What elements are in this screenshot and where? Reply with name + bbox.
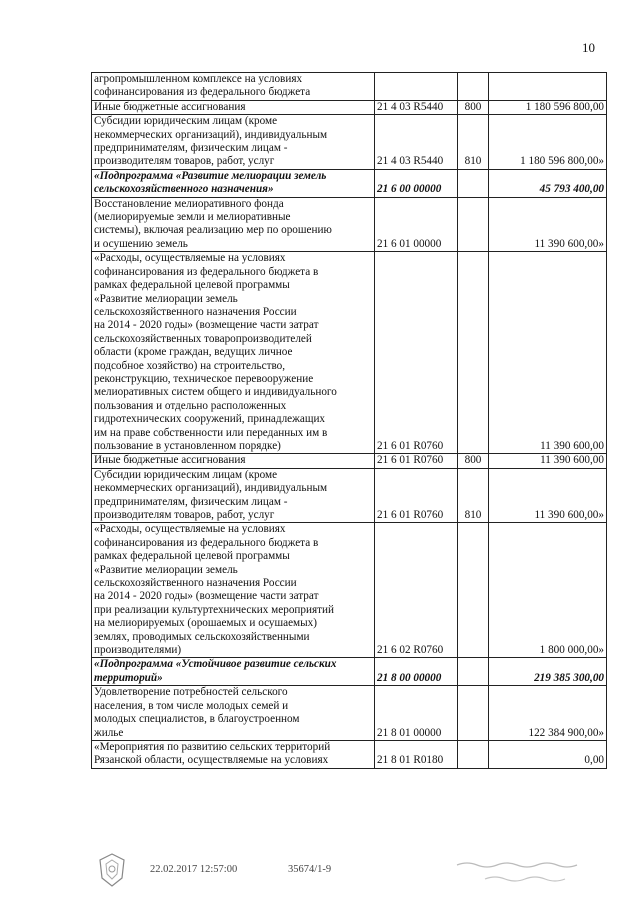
description-line: на мелиорируемых (орошаемых и осушаемых)	[94, 617, 317, 630]
description-line: жилье	[94, 726, 124, 739]
description-line: Рязанской области, осуществляемые на условиях	[94, 754, 329, 767]
description-line: Субсидии юридическим лицам (кроме	[94, 468, 278, 481]
row-code: 21 8 00 00000	[375, 658, 458, 686]
row-description	[92, 197, 375, 252]
description-line: Удовлетворение потребностей сельского	[94, 686, 288, 699]
row-expense-type: 810	[458, 468, 489, 523]
description-line: «Развитие мелиорации земель	[94, 563, 238, 576]
row-expense-type	[458, 686, 489, 741]
row-expense-type	[458, 73, 489, 101]
row-amount: 11 390 600,00»	[489, 468, 607, 523]
row-amount: 122 384 900,00»	[489, 686, 607, 741]
row-amount	[489, 73, 607, 101]
description-line: гидротехнических сооружений, принадлежащих	[94, 413, 326, 426]
row-description	[92, 252, 375, 454]
row-description	[92, 468, 375, 523]
page-number: 10	[582, 40, 595, 55]
row-amount: 45 793 400,00	[489, 169, 607, 197]
faded-stamp-icon	[455, 855, 585, 885]
row-expense-type	[458, 197, 489, 252]
table-row	[92, 523, 607, 658]
description-line: Субсидии юридическим лицам (кроме	[94, 115, 278, 128]
row-expense-type	[458, 169, 489, 197]
row-code	[375, 73, 458, 101]
description-line: реконструкцию, техническое перевооружение	[94, 372, 314, 385]
row-code: 21 4 03 R5440	[375, 115, 458, 170]
description-line: «Расходы, осуществляемые на условиях	[94, 252, 286, 265]
table-row	[92, 468, 607, 523]
description-line: при реализации культуртехнических мероприятий	[94, 603, 334, 616]
table-row	[92, 252, 607, 454]
description-line: сельскохозяйственных товаропроизводителей	[94, 332, 312, 345]
description-line: «Подпрограмма «Устойчивое развитие сельских	[94, 658, 337, 671]
description-line: сельскохозяйственного назначения»	[94, 183, 274, 196]
table-row	[92, 100, 607, 114]
row-amount: 1 180 596 800,00	[489, 100, 607, 114]
description-line: «Развитие мелиорации земель	[94, 292, 238, 305]
row-code: 21 4 03 R5440	[375, 100, 458, 114]
description-line: «Расходы, осуществляемые на условиях	[94, 523, 286, 536]
description-line: производителям товаров, работ, услуг	[94, 509, 275, 521]
table-row	[92, 740, 607, 768]
table-row	[92, 169, 607, 197]
description-line: агропромышленном комплексе на условиях	[94, 73, 303, 85]
row-code: 21 6 01 R0760	[375, 252, 458, 454]
row-code: 21 6 01 R0760	[375, 468, 458, 523]
description-line: софинансирования из федерального бюджета в	[94, 536, 319, 549]
row-amount: 11 390 600,00	[489, 252, 607, 454]
row-description	[92, 523, 375, 658]
row-description	[92, 169, 375, 197]
description-line: на 2014 - 2020 годы» (возмещение части затрат	[94, 590, 319, 603]
description-line: софинансирования из федерального бюджета в	[94, 265, 319, 278]
row-description	[92, 686, 375, 741]
description-line: сельскохозяйственного назначения России	[94, 305, 297, 318]
description-line: землях, проводимых сельскохозяйственными	[94, 630, 310, 643]
description-line: «Мероприятия по развитию сельских территорий	[94, 740, 331, 753]
row-description	[92, 658, 375, 686]
description-line: и осушению земель	[94, 237, 188, 250]
row-code: 21 6 00 00000	[375, 169, 458, 197]
table-row	[92, 686, 607, 741]
row-amount: 1 180 596 800,00»	[489, 115, 607, 170]
row-expense-type: 800	[458, 454, 489, 468]
row-expense-type	[458, 523, 489, 658]
description-line: системы), включая реализацию мер по орошению	[94, 224, 332, 237]
description-line: предпринимателям, физическим лицам -	[94, 495, 288, 508]
description-line: некоммерческих организаций), индивидуальным	[94, 128, 328, 141]
coat-of-arms-icon	[96, 852, 128, 888]
description-line: подсобное хозяйство) на строительство,	[94, 359, 286, 372]
row-amount: 11 390 600,00	[489, 454, 607, 468]
row-amount: 1 800 000,00»	[489, 523, 607, 658]
row-description	[92, 115, 375, 170]
description-line: на 2014 - 2020 годы» (возмещение части затрат	[94, 319, 319, 332]
footer-date: 22.02.2017 12:57:00	[150, 864, 238, 875]
table-row	[92, 115, 607, 170]
budget-table-body	[92, 73, 607, 769]
description-line: территорий»	[94, 671, 163, 684]
description-line: области (кроме граждан, ведущих личное	[94, 346, 293, 359]
row-code: 21 6 02 R0760	[375, 523, 458, 658]
row-description	[92, 73, 375, 101]
row-expense-type	[458, 252, 489, 454]
description-line: предпринимателям, физическим лицам -	[94, 142, 288, 155]
table-row	[92, 73, 607, 101]
description-line: Иные бюджетные ассигнования	[94, 454, 246, 467]
description-line: сельскохозяйственного назначения России	[94, 577, 297, 590]
row-expense-type: 810	[458, 115, 489, 170]
description-line: производителям товаров, работ, услуг	[94, 155, 275, 168]
description-line: производителями)	[94, 644, 182, 657]
row-description	[92, 740, 375, 768]
row-amount: 0,00	[489, 740, 607, 768]
table-row	[92, 658, 607, 686]
description-line: пользование в установленном порядке)	[94, 439, 281, 452]
row-description	[92, 454, 375, 468]
row-expense-type: 800	[458, 100, 489, 114]
table-row	[92, 454, 607, 468]
row-expense-type	[458, 658, 489, 686]
row-code: 21 8 01 00000	[375, 686, 458, 741]
budget-table	[91, 72, 607, 769]
description-line: рамках федеральной целевой программы	[94, 550, 290, 563]
description-line: (мелиорируемые земли и мелиоративные	[94, 211, 291, 224]
description-line: им на праве собственности или переданных им в	[94, 426, 328, 439]
row-expense-type	[458, 740, 489, 768]
description-line: некоммерческих организаций), индивидуальным	[94, 482, 328, 495]
description-line: «Подпрограмма «Развитие мелиорации земель	[94, 169, 327, 182]
description-line: населения, в том числе молодых семей и	[94, 699, 289, 712]
description-line: Иные бюджетные ассигнования	[94, 100, 246, 113]
description-line: Восстановление мелиоративного фонда	[94, 197, 284, 210]
description-line: молодых специалистов, в благоустроенном	[94, 713, 300, 726]
description-line: мелиоративных систем общего и индивидуального	[94, 386, 337, 399]
row-amount: 219 385 300,00	[489, 658, 607, 686]
row-code: 21 6 01 R0760	[375, 454, 458, 468]
row-code: 21 8 01 R0180	[375, 740, 458, 768]
description-line: пользования и отдельно расположенных	[94, 399, 287, 412]
footer-document-number: 35674/1-9	[288, 864, 332, 875]
row-code: 21 6 01 00000	[375, 197, 458, 252]
table-row	[92, 197, 607, 252]
description-line: софинансирования из федерального бюджета	[94, 86, 311, 99]
row-description	[92, 100, 375, 114]
description-line: рамках федеральной целевой программы	[94, 279, 290, 292]
row-amount: 11 390 600,00»	[489, 197, 607, 252]
